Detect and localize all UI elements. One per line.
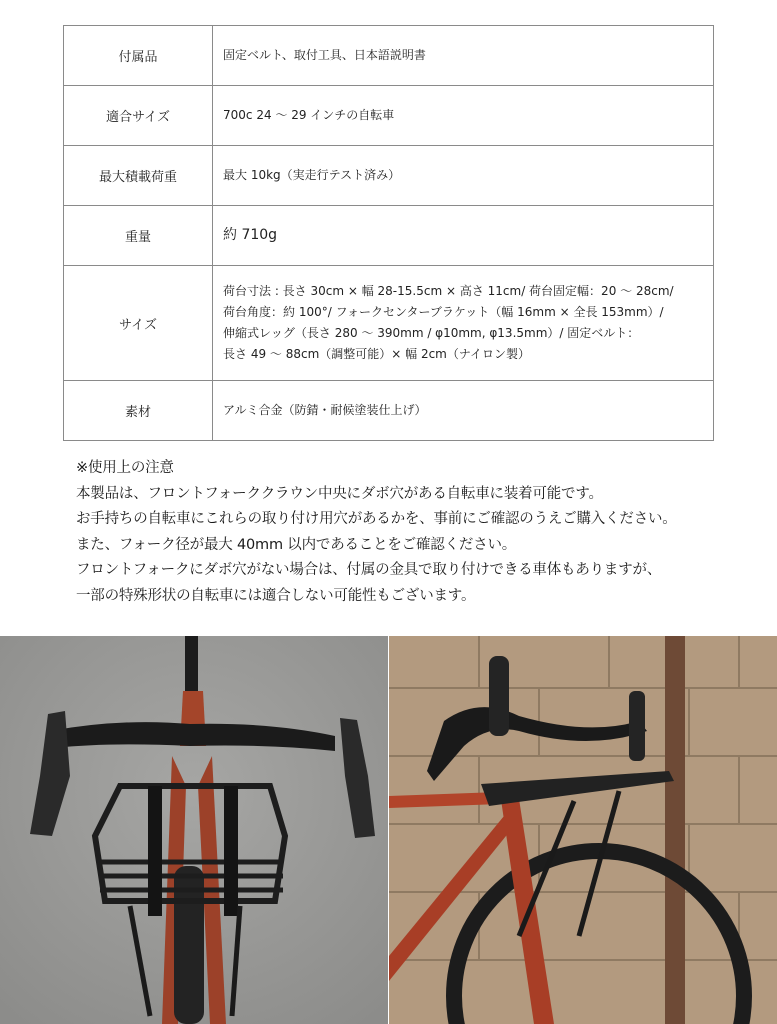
notes-line: また、フォーク径が最大 40mm 以内であることをご確認ください。 [76,536,517,553]
spec-line: 伸縮式レッグ（長さ 280 〜 390mm / φ10mm, φ13.5mm）/ 固定ベルト： [223,326,640,340]
photo-side-view [389,636,777,1024]
spec-label: 素材 [64,381,213,441]
notes-line: 一部の特殊形状の自転車には適合しない可能性もございます。 [76,587,476,604]
spec-value: 固定ベルト、取付工具、日本語説明書 [213,26,714,86]
spec-row-max-load [64,146,714,206]
spec-line: 荷台角度：約 100°/ フォークセンターブラケット（幅 16mm × 全長 153mm）/ [223,305,664,319]
spec-label: 付属品 [64,26,213,86]
spec-row-compatible-size [64,86,714,146]
notes-line: フロントフォークにダボ穴がない場合は、付属の金具で取り付けできる車体もありますが、 [76,562,662,578]
spec-value: アルミ合金（防錆・耐候塗装仕上げ） [213,381,714,441]
spec-line: 長さ 49 〜 88cm（調整可能）× 幅 2cm（ナイロン製） [223,347,531,361]
spec-value: 約 710g [213,206,714,266]
spec-line: 荷台寸法 : 長さ 30cm × 幅 28-15.5cm × 高さ 11cm/ 荷台固定幅：20 〜 28cm/ [223,284,674,298]
usage-notes [76,456,756,609]
spec-label: サイズ [64,266,213,381]
notes-line: 本製品は、フロントフォーククラウン中央にダボ穴がある自転車に装着可能です。 [76,485,603,502]
spec-table [63,25,714,441]
photo-front-view [0,636,388,1024]
notes-heading: ※使用上の注意 [76,460,174,476]
spec-value: 700c 24 〜 29 インチの自転車 [213,86,714,146]
bike-side-view-image [389,636,777,1024]
spec-row-weight [64,206,714,266]
spec-label: 最大積載荷重 [64,146,213,206]
spec-row-dimensions [64,266,714,381]
bike-front-view-image [0,636,388,1024]
spec-row-accessories [64,26,714,86]
spec-row-material [64,381,714,441]
spec-label: 適合サイズ [64,86,213,146]
spec-value: 最大 10kg（実走行テスト済み） [213,146,714,206]
spec-value-dimensions [213,266,714,381]
spec-label: 重量 [64,206,213,266]
notes-line: お手持ちの自転車にこれらの取り付け用穴があるかを、事前にご確認のうえご購入ください。 [76,511,677,527]
product-photos [0,636,777,1024]
